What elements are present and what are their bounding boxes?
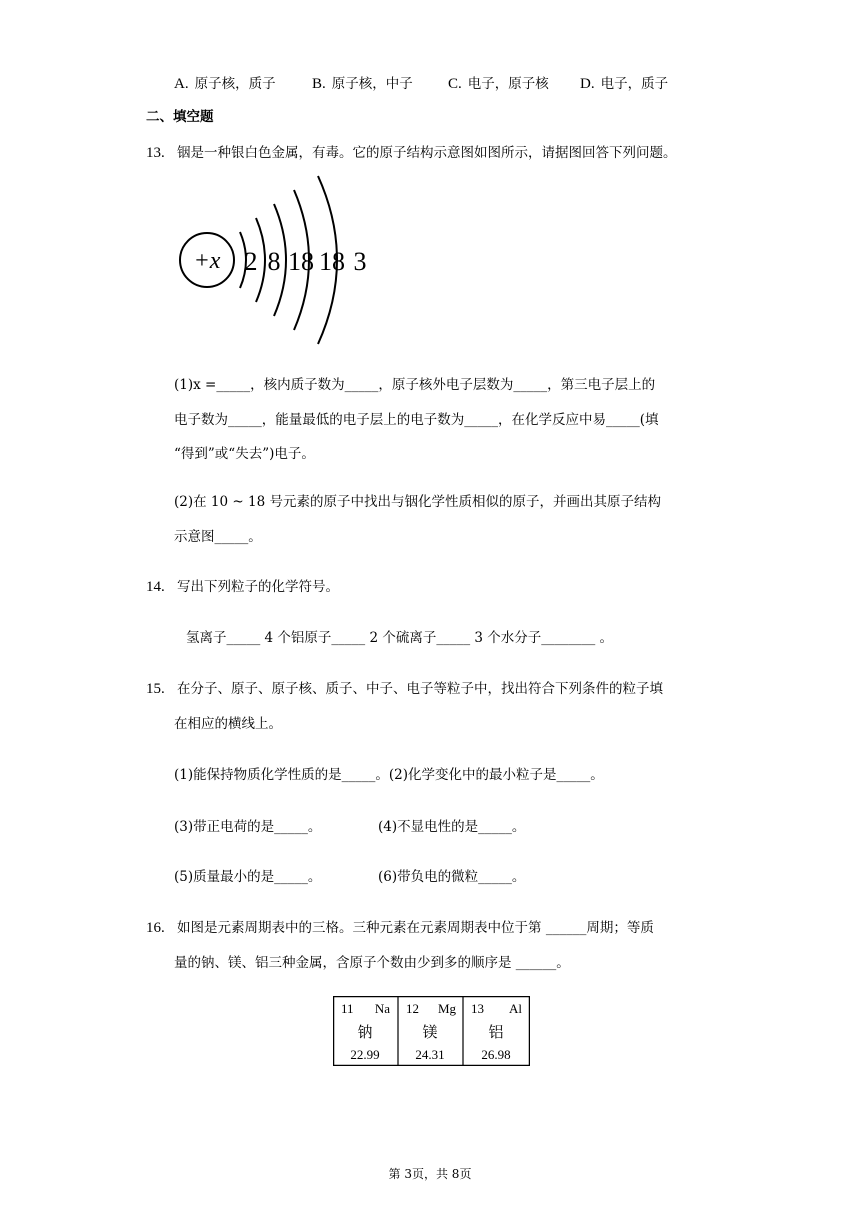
element-mass-na: 22.99 <box>350 1047 380 1062</box>
page-footer: 第 3页，共 8页 <box>388 1167 472 1181</box>
q15-row2-left: (3)带正电荷的是_____。 <box>174 819 322 835</box>
option-a: A. 原子核，质子 <box>174 76 276 92</box>
question-15-stem: 15. 在分子、原子、原子核、质子、中子、电子等粒子中，找出符合下列条件的粒子填 <box>146 681 664 697</box>
shell-count-3: 18 <box>288 247 314 276</box>
option-b: B. 原子核，中子 <box>312 76 413 92</box>
q13-part2-line2: 示意图_____。 <box>174 529 262 545</box>
q15-row2-right: (4)不显电性的是_____。 <box>378 819 526 835</box>
element-name-al: 铝 <box>488 1023 504 1041</box>
q15-row1: (1)能保持物质化学性质的是_____。(2)化学变化中的最小粒子是_____。 <box>174 767 604 783</box>
q15-stem-line2: 在相应的横线上。 <box>174 716 282 732</box>
element-symbol-mg: Mg <box>437 1001 456 1016</box>
element-number-mg: 12 <box>406 1001 419 1016</box>
element-symbol-al: Al <box>509 1001 522 1016</box>
element-name-na: 钠 <box>357 1023 373 1041</box>
shell-count-2: 8 <box>267 247 281 276</box>
element-mass-mg: 24.31 <box>415 1047 445 1062</box>
shell-count-5: 3 <box>353 247 367 276</box>
element-mass-al: 26.98 <box>481 1047 511 1062</box>
section-title: 二、填空题 <box>146 109 214 125</box>
element-number-na: 11 <box>341 1001 354 1016</box>
q13-part1-line1: (1)x =_____，核内质子数为_____，原子核外电子层数为_____，第三电子层上的 <box>174 377 656 393</box>
q15-row3-right: (6)带负电的微粒_____。 <box>378 869 526 885</box>
option-d: D. 电子，质子 <box>580 76 669 92</box>
periodic-table-cells <box>333 996 530 1066</box>
q13-part2-line1: (2)在 10 ~ 18 号元素的原子中找出与铟化学性质相似的原子，并画出其原子结构 <box>174 494 661 510</box>
q15-row3-left: (5)质量最小的是_____。 <box>174 869 322 885</box>
atomic-structure-diagram <box>170 170 380 350</box>
question-14-stem: 14. 写出下列粒子的化学符号。 <box>146 579 340 595</box>
element-name-mg: 镁 <box>422 1023 438 1041</box>
nucleus-label: +x <box>193 248 221 274</box>
element-symbol-na: Na <box>374 1001 390 1016</box>
shell-count-1: 2 <box>244 247 258 276</box>
shell-count-4: 18 <box>319 247 345 276</box>
q13-part1-line3: “得到”或“失去”)电子。 <box>174 446 315 462</box>
question-16-stem: 16. 如图是元素周期表中的三格。三种元素在元素周期表中位于第 ______周期；等质 <box>146 920 654 936</box>
q13-part1-line2: 电子数为_____，能量最低的电子层上的电子数为_____，在化学反应中易_____(填 <box>174 412 659 428</box>
option-c: C. 电子，原子核 <box>448 76 549 92</box>
q14-blanks-line: 氢离子_____ 4 个铝原子_____ 2 个硫离子_____ 3 个水分子________ 。 <box>186 630 614 646</box>
q16-stem-line2: 量的钠、镁、铝三种金属，含原子个数由少到多的顺序是 ______。 <box>174 955 570 971</box>
element-number-al: 13 <box>471 1001 484 1016</box>
question-13-stem: 13. 铟是一种银白色金属，有毒。它的原子结构示意图如图所示，请据图回答下列问题。 <box>146 145 677 161</box>
